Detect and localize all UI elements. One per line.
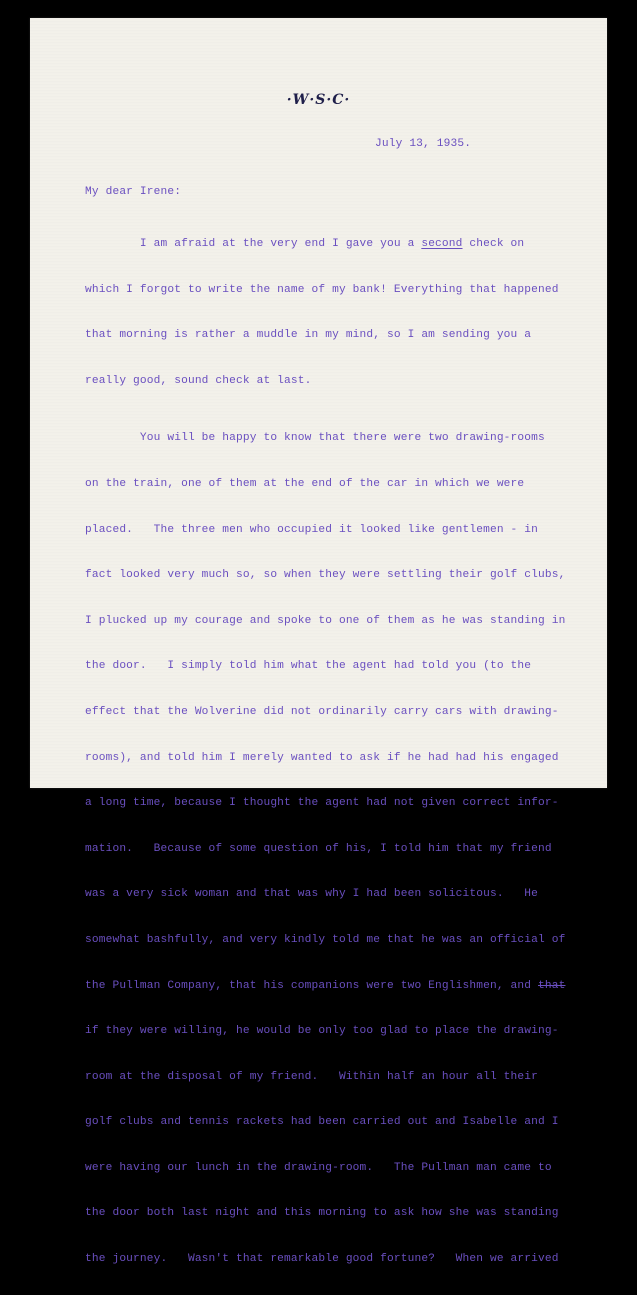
body-line: if they were willing, he would be only too glad to place the drawing- xyxy=(85,1025,559,1038)
body-line: placed. The three men who occupied it looked like gentlemen - in xyxy=(85,523,538,536)
body-line xyxy=(85,976,605,998)
body-line: were having our lunch in the drawing-room. The Pullman man came to xyxy=(85,1161,552,1174)
body-line: which I forgot to write the name of my bank! Everything that happened xyxy=(85,283,559,296)
body-line: fact looked very much so, so when they were settling their golf clubs, xyxy=(85,569,566,582)
body-line: mation. Because of some question of his, I told him that my friend xyxy=(85,842,552,855)
body-line xyxy=(85,234,605,256)
body-line: the door. I simply told him what the agent had told you (to the xyxy=(85,660,532,673)
body-line: on the train, one of them at the end of the car in which we were xyxy=(85,477,525,490)
body-line: I plucked up my courage and spoke to one of them as he was standing in xyxy=(85,614,566,627)
body-line: was a very sick woman and that was why I had been solicitous. He xyxy=(85,888,538,901)
letterhead-monogram: ·W·S·C· xyxy=(286,92,351,108)
letter-salutation: My dear Irene: xyxy=(85,186,182,198)
text-run: I am afraid at the very end I gave you a xyxy=(85,238,422,250)
text-run: the Pullman Company, that his companions were two Englishmen, and xyxy=(85,979,538,992)
letter-date: July 13, 1935. xyxy=(375,138,472,150)
body-line: the journey. Wasn't that remarkable good fortune? When we arrived xyxy=(85,1253,559,1266)
body-line: the door both last night and this morning to ask how she was standing xyxy=(85,1207,559,1220)
body-line: a long time, because I thought the agent had not given correct infor- xyxy=(85,797,559,810)
body-line: somewhat bashfully, and very kindly told me that he was an official of xyxy=(85,933,566,946)
text-run: check on xyxy=(462,238,525,250)
body-line: rooms), and told him I merely wanted to ask if he had had his engaged xyxy=(85,751,559,764)
struck-word: that xyxy=(538,979,566,992)
body-line: really good, sound check at last. xyxy=(85,374,312,387)
body-line: You will be happy to know that there were two drawing-rooms xyxy=(85,432,545,445)
body-line: room at the disposal of my friend. Within half an hour all their xyxy=(85,1070,538,1083)
letter-body xyxy=(85,210,605,1295)
underlined-word: second xyxy=(421,238,463,250)
body-line: golf clubs and tennis rackets had been carried out and Isabelle and I xyxy=(85,1116,559,1129)
letter-sheet xyxy=(30,18,607,1266)
body-line: that morning is rather a muddle in my mind, so I am sending you a xyxy=(85,329,532,342)
body-line: effect that the Wolverine did not ordinarily carry cars with drawing- xyxy=(85,705,559,718)
